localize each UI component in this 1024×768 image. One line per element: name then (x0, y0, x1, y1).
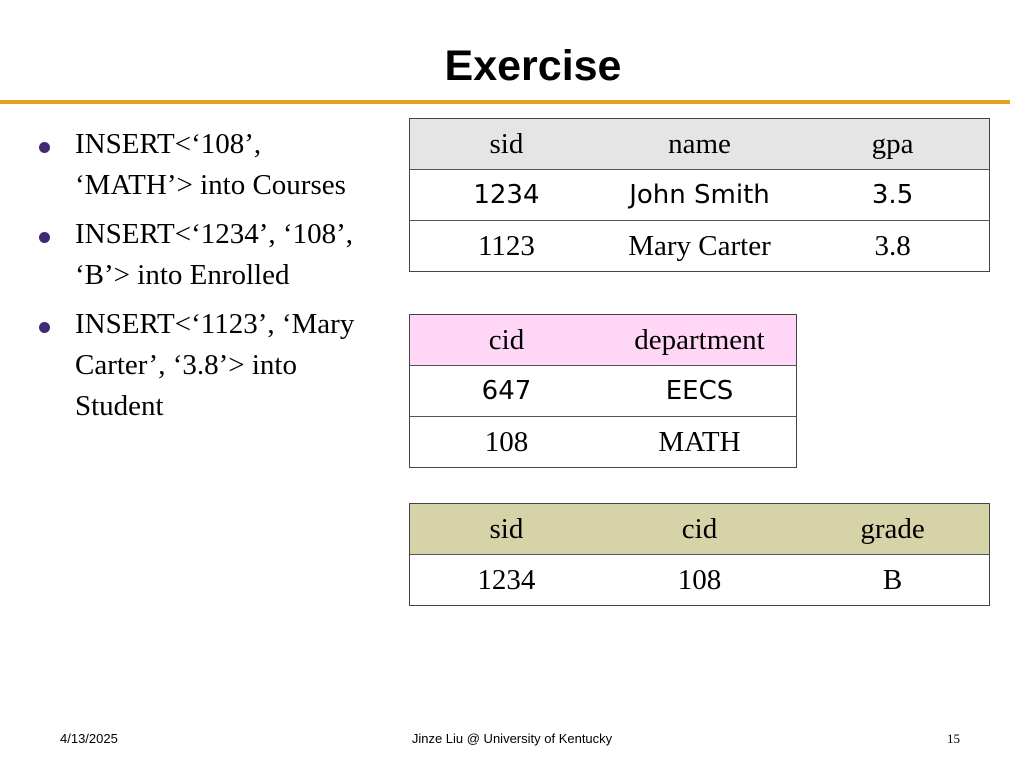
column-header: department (603, 315, 797, 366)
bullet-text: INSERT<‘1123’, ‘Mary Carter’, ‘3.8’> into Student (75, 308, 355, 422)
table-cell: 3.8 (796, 221, 989, 272)
table-cell: Mary Carter (603, 221, 796, 272)
bullet-item (30, 304, 380, 427)
table-header-row (410, 504, 990, 555)
bullet-item (30, 124, 380, 206)
footer-author: Jinze Liu @ University of Kentucky (411, 731, 613, 746)
column-header: grade (796, 504, 989, 555)
table-cell: B (796, 555, 989, 606)
table-cell: 108 (603, 555, 796, 606)
bullet-dot-icon (39, 142, 50, 153)
courses-table (409, 314, 797, 468)
column-header: sid (410, 119, 603, 170)
column-header: cid (603, 504, 796, 555)
table-cell: John Smith (603, 170, 796, 221)
table-cell: 647 (410, 366, 604, 417)
bullet-list (30, 124, 380, 435)
table-row (410, 221, 990, 272)
slide-title: Exercise (444, 42, 622, 90)
table-header-row (410, 315, 797, 366)
enrolled-table (409, 503, 990, 606)
table-cell: MATH (603, 417, 797, 468)
table-row (410, 555, 990, 606)
page-number: 15 (947, 731, 960, 746)
table-row (410, 417, 797, 468)
table-cell: 1123 (410, 221, 603, 272)
footer-date: 4/13/2025 (60, 731, 118, 746)
bullet-text: INSERT<‘108’, ‘MATH’> into Courses (75, 128, 346, 201)
table-cell: EECS (603, 366, 797, 417)
table-row (410, 170, 990, 221)
bullet-item (30, 214, 380, 296)
title-divider (0, 100, 1010, 104)
column-header: gpa (796, 119, 989, 170)
table-header-row (410, 119, 990, 170)
table-cell: 1234 (410, 170, 603, 221)
table-row (410, 366, 797, 417)
bullet-dot-icon (39, 232, 50, 243)
table-cell: 1234 (410, 555, 603, 606)
table-cell: 3.5 (796, 170, 989, 221)
student-table (409, 118, 990, 272)
column-header: name (603, 119, 796, 170)
bullet-text: INSERT<‘1234’, ‘108’, ‘B’> into Enrolled (75, 218, 353, 291)
column-header: sid (410, 504, 603, 555)
bullet-dot-icon (39, 322, 50, 333)
table-cell: 108 (410, 417, 604, 468)
column-header: cid (410, 315, 604, 366)
